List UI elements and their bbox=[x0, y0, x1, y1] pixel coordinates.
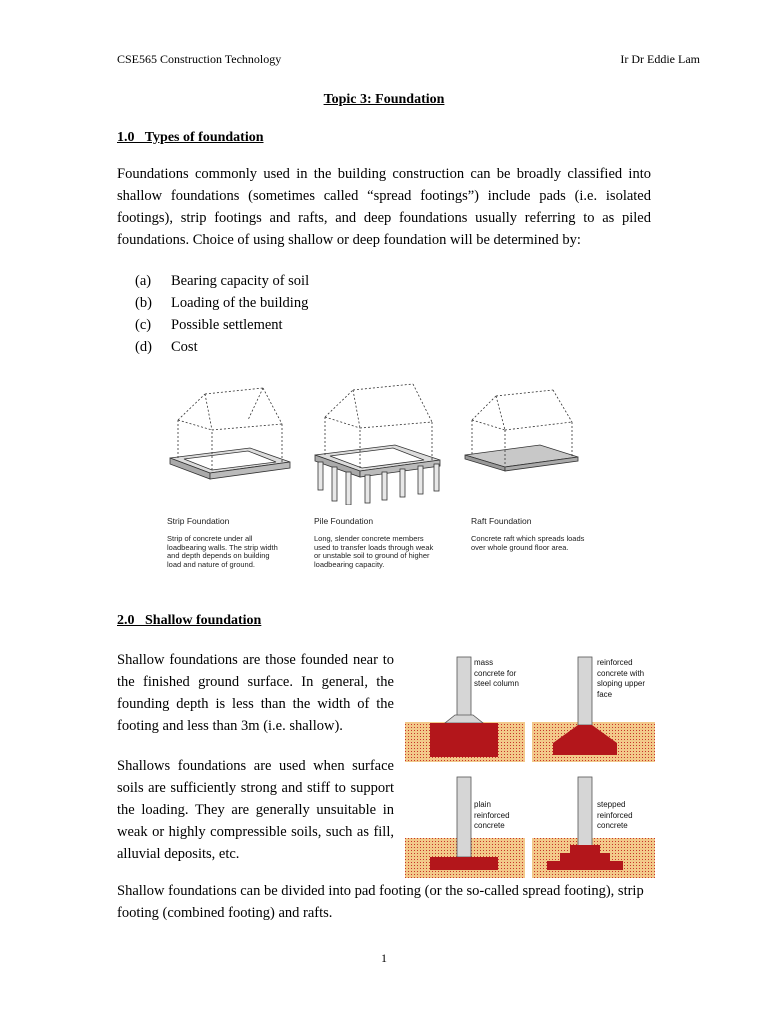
course-header: CSE565 Construction Technology bbox=[117, 52, 282, 66]
list-item: (a) Bearing capacity of soil bbox=[135, 273, 310, 289]
strip-foundation-title: Strip Foundation bbox=[167, 516, 230, 526]
section2-paragraph-1: Shallow foundations are those founded near to the finished ground surface. In general, the founding depth is less than the width of the footing and less than 3m (i.e. shallow). bbox=[117, 652, 394, 734]
strip-foundation-desc: Strip of concrete under all loadbearing walls. The strip width and depth depends on building load and nature of ground. bbox=[167, 534, 278, 569]
list-item: (d) Cost bbox=[135, 339, 198, 355]
section2-paragraph-3: Shallow foundations can be divided into pad footing (or the so-called spread footing), strip footing (combined footing) and rafts. bbox=[117, 883, 644, 921]
list-item: (b) Loading of the building bbox=[135, 295, 309, 311]
pile-foundation-drawing bbox=[315, 384, 440, 505]
panel4-label: stepped reinforced concrete bbox=[597, 800, 633, 830]
section2-heading: 2.0 Shallow foundation bbox=[117, 613, 262, 628]
panel3-label: plain reinforced concrete bbox=[474, 800, 510, 830]
strip-foundation-drawing bbox=[170, 388, 290, 479]
pile-foundation-title: Pile Foundation bbox=[314, 516, 374, 526]
foundation-types-figure bbox=[160, 380, 600, 505]
criteria-list bbox=[135, 270, 309, 358]
section1-heading: 1.0 Types of foundation bbox=[117, 130, 264, 145]
list-item: (c) Possible settlement bbox=[135, 317, 283, 333]
pile-foundation-desc: Long, slender concrete members used to transfer loads through weak or unstable soil to ground of higher loadbearing capacity. bbox=[314, 534, 434, 569]
panel1-label: mass concrete for steel column bbox=[474, 658, 519, 688]
raft-foundation-title: Raft Foundation bbox=[471, 516, 532, 526]
section1-intro: Foundations commonly used in the building construction can be broadly classified into shallow foundations (sometimes called “spread footings”) include pads (i.e. isolated footings), strip footings and rafts, and deep foundations usually referring to as piled foundations. Choice of using shallow or deep foundation will be determined by: bbox=[117, 166, 651, 248]
section2-paragraph-2: Shallows foundations are used when surface soils are sufficiently strong and stiff to support the loading. They are generally unsuitable in weak or highly compressible soils, such as fill, alluvial deposits, etc. bbox=[117, 758, 394, 862]
raft-foundation-drawing bbox=[465, 390, 578, 471]
panel2-label: reinforced concrete with sloping upper face bbox=[597, 658, 646, 699]
raft-foundation-desc: Concrete raft which spreads loads over whole ground floor area. bbox=[471, 534, 585, 552]
page-title: Topic 3: Foundation bbox=[323, 92, 445, 107]
author-header: Ir Dr Eddie Lam bbox=[620, 52, 700, 66]
page-number: 1 bbox=[381, 951, 387, 965]
